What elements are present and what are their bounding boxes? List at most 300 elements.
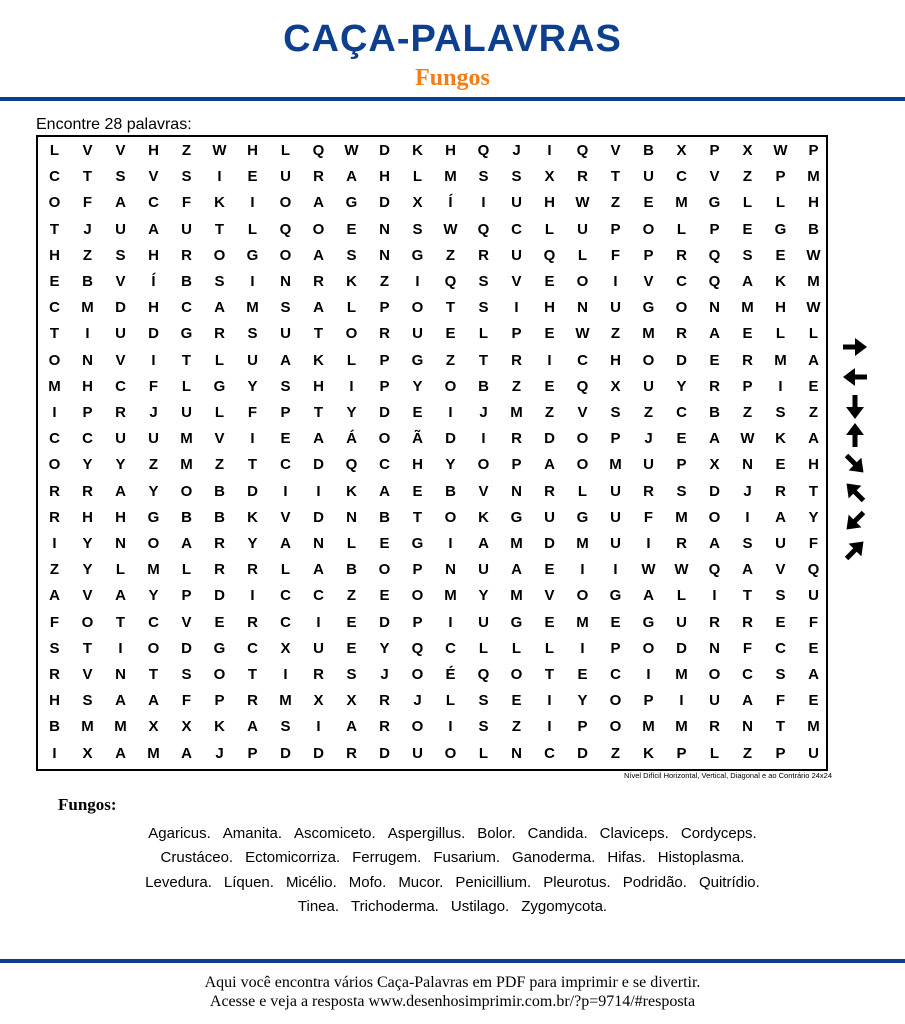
grid-letter[interactable]: Z — [181, 142, 192, 159]
grid-letter[interactable]: Y — [148, 482, 159, 500]
grid-letter[interactable]: R — [577, 168, 588, 186]
grid-letter[interactable]: B — [214, 482, 225, 500]
grid-letter[interactable]: U — [511, 194, 522, 212]
grid-letter[interactable]: D — [181, 639, 192, 657]
grid-letter[interactable]: A — [49, 587, 60, 605]
grid-letter[interactable]: L — [412, 168, 423, 186]
grid-letter[interactable]: X — [610, 377, 621, 395]
grid-letter[interactable]: Q — [708, 246, 721, 264]
grid-letter[interactable]: B — [379, 508, 390, 526]
grid-letter[interactable]: X — [676, 142, 687, 159]
grid-letter[interactable]: U — [610, 299, 621, 317]
grid-letter[interactable]: R — [544, 482, 555, 500]
grid-letter[interactable]: S — [181, 168, 192, 186]
grid-letter[interactable]: M — [246, 299, 259, 317]
grid-letter[interactable]: H — [808, 456, 819, 474]
grid-letter[interactable]: G — [345, 194, 358, 212]
grid-letter[interactable]: O — [378, 430, 391, 448]
grid-letter[interactable]: I — [316, 613, 321, 631]
grid-letter[interactable]: A — [313, 299, 324, 317]
grid-letter[interactable]: M — [81, 299, 94, 317]
grid-letter[interactable]: D — [379, 142, 390, 159]
grid-letter[interactable]: P — [379, 299, 390, 317]
grid-letter[interactable]: L — [676, 220, 687, 238]
grid-letter[interactable]: U — [610, 508, 621, 526]
grid-letter[interactable]: E — [775, 613, 786, 631]
grid-letter[interactable]: V — [214, 430, 225, 448]
grid-letter[interactable]: D — [676, 351, 687, 369]
grid-letter[interactable]: Y — [247, 535, 258, 552]
grid-letter[interactable]: C — [775, 639, 786, 657]
grid-letter[interactable]: R — [676, 535, 687, 552]
grid-letter[interactable]: F — [808, 613, 819, 631]
grid-letter[interactable]: L — [775, 194, 786, 212]
grid-letter[interactable]: Z — [742, 744, 753, 762]
grid-letter[interactable]: K — [313, 351, 324, 369]
grid-letter[interactable]: W — [443, 220, 458, 238]
grid-letter[interactable]: Y — [577, 692, 588, 710]
grid-letter[interactable]: M — [48, 377, 61, 395]
grid-letter[interactable]: P — [412, 561, 423, 579]
grid-letter[interactable]: Q — [345, 456, 358, 474]
grid-letter[interactable]: O — [180, 482, 193, 500]
grid-letter[interactable]: A — [511, 561, 522, 579]
grid-letter[interactable]: C — [676, 273, 687, 290]
grid-letter[interactable]: R — [49, 482, 60, 500]
grid-letter[interactable]: U — [610, 535, 621, 552]
grid-letter[interactable]: D — [313, 744, 324, 762]
grid-letter[interactable]: G — [708, 194, 721, 212]
grid-letter[interactable]: A — [709, 430, 720, 448]
grid-letter[interactable]: U — [643, 456, 654, 474]
grid-letter[interactable]: F — [82, 194, 93, 212]
grid-letter[interactable]: R — [247, 692, 258, 710]
grid-letter[interactable]: S — [775, 587, 786, 605]
grid-letter[interactable]: R — [214, 561, 225, 579]
grid-letter[interactable]: S — [478, 718, 489, 736]
grid-letter[interactable]: K — [412, 142, 423, 159]
grid-letter[interactable]: E — [808, 692, 819, 710]
grid-letter[interactable]: R — [115, 404, 126, 421]
grid-letter[interactable]: Y — [346, 404, 357, 421]
grid-letter[interactable]: P — [511, 456, 522, 474]
grid-letter[interactable]: L — [478, 744, 489, 762]
grid-letter[interactable]: R — [709, 613, 720, 631]
grid-letter[interactable]: N — [709, 639, 720, 657]
grid-letter[interactable]: R — [82, 482, 93, 500]
grid-letter[interactable]: T — [478, 351, 489, 369]
grid-letter[interactable]: D — [379, 613, 390, 631]
grid-letter[interactable]: A — [280, 351, 291, 369]
grid-letter[interactable]: O — [708, 508, 721, 526]
grid-letter[interactable]: C — [181, 299, 192, 317]
grid-letter[interactable]: B — [709, 404, 720, 421]
grid-letter[interactable]: G — [774, 220, 787, 238]
grid-letter[interactable]: T — [445, 299, 456, 317]
grid-letter[interactable]: O — [642, 220, 655, 238]
grid-letter[interactable]: L — [808, 325, 819, 343]
grid-letter[interactable]: V — [775, 561, 786, 579]
grid-letter[interactable]: G — [642, 299, 655, 317]
grid-letter[interactable]: R — [742, 351, 753, 369]
grid-letter[interactable]: M — [180, 456, 193, 474]
grid-letter[interactable]: L — [346, 351, 357, 369]
grid-letter[interactable]: E — [445, 325, 456, 343]
grid-letter[interactable]: I — [250, 194, 255, 212]
grid-letter[interactable]: B — [643, 142, 654, 159]
grid-letter[interactable]: A — [313, 561, 324, 579]
grid-letter[interactable]: H — [49, 246, 60, 264]
grid-letter[interactable]: R — [709, 377, 720, 395]
grid-letter[interactable]: O — [609, 718, 622, 736]
grid-letter[interactable]: O — [147, 535, 160, 552]
grid-letter[interactable]: H — [247, 142, 258, 159]
grid-letter[interactable]: N — [346, 508, 357, 526]
grid-letter[interactable]: L — [280, 142, 291, 159]
grid-letter[interactable]: E — [247, 168, 258, 186]
grid-letter[interactable]: F — [49, 613, 60, 631]
grid-letter[interactable]: D — [445, 430, 456, 448]
grid-letter[interactable]: S — [115, 246, 126, 264]
grid-letter[interactable]: O — [444, 377, 457, 395]
grid-letter[interactable]: F — [808, 535, 819, 552]
grid-letter[interactable]: C — [115, 377, 126, 395]
grid-letter[interactable]: B — [82, 273, 93, 290]
grid-letter[interactable]: E — [346, 613, 357, 631]
grid-letter[interactable]: Q — [411, 639, 424, 657]
grid-letter[interactable]: T — [742, 587, 753, 605]
grid-letter[interactable]: L — [181, 561, 192, 579]
grid-letter[interactable]: S — [412, 220, 423, 238]
grid-letter[interactable]: I — [52, 535, 57, 552]
grid-letter[interactable]: V — [115, 351, 126, 369]
grid-letter[interactable]: T — [115, 613, 126, 631]
grid-letter[interactable]: R — [643, 482, 654, 500]
grid-letter[interactable]: O — [48, 351, 61, 369]
grid-letter[interactable]: L — [346, 535, 357, 552]
grid-letter[interactable]: J — [83, 220, 92, 238]
grid-letter[interactable]: A — [247, 718, 258, 736]
grid-letter[interactable]: I — [85, 325, 90, 343]
grid-letter[interactable]: C — [49, 430, 60, 448]
grid-letter[interactable]: V — [544, 587, 555, 605]
grid-letter[interactable]: I — [250, 430, 255, 448]
grid-letter[interactable]: U — [115, 220, 126, 238]
grid-letter[interactable]: A — [115, 194, 126, 212]
grid-letter[interactable]: A — [148, 220, 159, 238]
grid-letter[interactable]: A — [709, 535, 720, 552]
grid-letter[interactable]: R — [676, 246, 687, 264]
grid-letter[interactable]: A — [115, 587, 126, 605]
grid-letter[interactable]: Z — [610, 194, 621, 212]
grid-letter[interactable]: V — [115, 142, 126, 159]
grid-letter[interactable]: H — [148, 246, 159, 264]
grid-letter[interactable]: C — [676, 404, 687, 421]
grid-letter[interactable]: S — [775, 666, 786, 683]
grid-letter[interactable]: P — [709, 220, 720, 238]
grid-letter[interactable]: L — [181, 377, 192, 395]
grid-letter[interactable]: O — [444, 744, 457, 762]
grid-letter[interactable]: T — [412, 508, 423, 526]
grid-letter[interactable]: H — [115, 508, 126, 526]
grid-letter[interactable]: F — [775, 692, 786, 710]
grid-letter[interactable]: G — [411, 351, 424, 369]
grid-letter[interactable]: S — [115, 168, 126, 186]
grid-letter[interactable]: G — [411, 535, 424, 552]
grid-letter[interactable]: E — [346, 220, 357, 238]
grid-letter[interactable]: Z — [82, 246, 93, 264]
grid-letter[interactable]: H — [610, 351, 621, 369]
grid-letter[interactable]: R — [511, 351, 522, 369]
grid-letter[interactable]: M — [180, 430, 193, 448]
grid-letter[interactable]: Y — [445, 456, 456, 474]
grid-letter[interactable]: C — [577, 351, 588, 369]
grid-letter[interactable]: B — [445, 482, 456, 500]
grid-letter[interactable]: N — [445, 561, 456, 579]
grid-letter[interactable]: P — [676, 456, 687, 474]
grid-letter[interactable]: R — [742, 613, 753, 631]
grid-letter[interactable]: M — [642, 325, 655, 343]
grid-letter[interactable]: J — [512, 142, 521, 159]
grid-letter[interactable]: W — [806, 299, 821, 317]
grid-letter[interactable]: W — [641, 561, 656, 579]
grid-letter[interactable]: T — [544, 666, 555, 683]
grid-letter[interactable]: L — [445, 692, 456, 710]
grid-letter[interactable]: P — [610, 430, 621, 448]
grid-letter[interactable]: S — [610, 404, 621, 421]
grid-letter[interactable]: U — [280, 325, 291, 343]
grid-letter[interactable]: M — [114, 718, 127, 736]
grid-letter[interactable]: E — [49, 273, 60, 290]
grid-letter[interactable]: Q — [576, 142, 589, 159]
grid-letter[interactable]: I — [448, 613, 453, 631]
grid-letter[interactable]: D — [379, 404, 390, 421]
grid-letter[interactable]: G — [147, 508, 160, 526]
grid-letter[interactable]: N — [511, 744, 522, 762]
grid-letter[interactable]: U — [577, 220, 588, 238]
grid-letter[interactable]: U — [313, 639, 324, 657]
grid-letter[interactable]: T — [49, 220, 60, 238]
grid-letter[interactable]: T — [49, 325, 60, 343]
grid-letter[interactable]: L — [214, 351, 225, 369]
grid-letter[interactable]: D — [247, 482, 258, 500]
grid-letter[interactable]: O — [576, 273, 589, 290]
grid-letter[interactable]: U — [412, 744, 423, 762]
grid-letter[interactable]: Z — [346, 587, 357, 605]
grid-letter[interactable]: O — [642, 351, 655, 369]
grid-letter[interactable]: I — [646, 666, 651, 683]
grid-letter[interactable]: U — [775, 535, 786, 552]
grid-letter[interactable]: K — [214, 194, 225, 212]
grid-letter[interactable]: L — [544, 220, 555, 238]
grid-letter[interactable]: N — [742, 456, 753, 474]
grid-letter[interactable]: U — [247, 351, 258, 369]
grid-letter[interactable]: S — [214, 273, 225, 290]
grid-letter[interactable]: S — [742, 535, 753, 552]
grid-letter[interactable]: G — [510, 613, 523, 631]
grid-letter[interactable]: H — [544, 194, 555, 212]
grid-letter[interactable]: Q — [279, 220, 292, 238]
grid-letter[interactable]: Q — [477, 142, 490, 159]
grid-letter[interactable]: Q — [312, 142, 325, 159]
grid-letter[interactable]: W — [740, 430, 755, 448]
grid-letter[interactable]: L — [115, 561, 126, 579]
grid-letter[interactable]: X — [412, 194, 423, 212]
grid-letter[interactable]: V — [643, 273, 654, 290]
grid-letter[interactable]: W — [575, 325, 590, 343]
grid-letter[interactable]: J — [413, 692, 422, 710]
grid-letter[interactable]: O — [576, 587, 589, 605]
grid-letter[interactable]: A — [346, 168, 357, 186]
grid-letter[interactable]: P — [808, 142, 819, 159]
grid-letter[interactable]: U — [115, 325, 126, 343]
grid-letter[interactable]: I — [514, 299, 519, 317]
grid-letter[interactable]: O — [576, 430, 589, 448]
grid-letter[interactable]: M — [774, 351, 787, 369]
grid-letter[interactable]: U — [643, 168, 654, 186]
grid-letter[interactable]: A — [313, 246, 324, 264]
grid-letter[interactable]: I — [151, 351, 156, 369]
grid-letter[interactable]: F — [643, 508, 654, 526]
grid-letter[interactable]: H — [412, 456, 423, 474]
grid-letter[interactable]: U — [808, 744, 819, 762]
grid-letter[interactable]: I — [712, 587, 717, 605]
grid-letter[interactable]: A — [115, 692, 126, 710]
grid-letter[interactable]: N — [709, 299, 720, 317]
grid-letter[interactable]: X — [313, 692, 324, 710]
grid-letter[interactable]: E — [412, 482, 423, 500]
grid-letter[interactable]: E — [412, 404, 423, 421]
grid-letter[interactable]: H — [313, 377, 324, 395]
grid-letter[interactable]: Q — [444, 273, 457, 290]
grid-letter[interactable]: D — [148, 325, 159, 343]
grid-letter[interactable]: U — [181, 220, 192, 238]
grid-letter[interactable]: V — [577, 404, 588, 421]
grid-letter[interactable]: X — [82, 744, 93, 762]
grid-letter[interactable]: T — [247, 666, 258, 683]
grid-letter[interactable]: D — [676, 639, 687, 657]
grid-letter[interactable]: U — [115, 430, 126, 448]
grid-letter[interactable]: I — [448, 535, 453, 552]
grid-letter[interactable]: I — [778, 377, 783, 395]
grid-letter[interactable]: A — [544, 456, 555, 474]
grid-letter[interactable]: W — [806, 246, 821, 264]
grid-letter[interactable]: V — [610, 142, 621, 159]
grid-letter[interactable]: M — [510, 535, 523, 552]
grid-letter[interactable]: I — [316, 482, 321, 500]
grid-letter[interactable]: O — [345, 325, 358, 343]
grid-letter[interactable]: N — [379, 246, 390, 264]
grid-letter[interactable]: G — [576, 508, 589, 526]
grid-letter[interactable]: L — [478, 639, 489, 657]
grid-letter[interactable]: C — [49, 299, 60, 317]
grid-letter[interactable]: T — [82, 639, 93, 657]
grid-letter[interactable]: Z — [511, 718, 522, 736]
grid-letter[interactable]: E — [676, 430, 687, 448]
grid-letter[interactable]: I — [547, 718, 552, 736]
grid-letter[interactable]: G — [213, 639, 226, 657]
grid-letter[interactable]: M — [741, 299, 754, 317]
grid-letter[interactable]: O — [279, 194, 292, 212]
grid-letter[interactable]: R — [709, 718, 720, 736]
grid-letter[interactable]: I — [547, 351, 552, 369]
grid-letter[interactable]: M — [147, 561, 160, 579]
grid-letter[interactable]: Q — [807, 561, 820, 579]
grid-letter[interactable]: Z — [445, 246, 456, 264]
grid-letter[interactable]: A — [742, 273, 753, 290]
grid-letter[interactable]: X — [148, 718, 159, 736]
grid-letter[interactable]: C — [610, 666, 621, 683]
grid-letter[interactable]: Y — [148, 587, 159, 605]
grid-letter[interactable]: Y — [82, 456, 93, 474]
grid-letter[interactable]: P — [775, 744, 786, 762]
grid-letter[interactable]: A — [148, 692, 159, 710]
grid-letter[interactable]: L — [280, 561, 291, 579]
grid-letter[interactable]: D — [544, 535, 555, 552]
grid-letter[interactable]: I — [283, 482, 288, 500]
grid-letter[interactable]: U — [280, 168, 291, 186]
grid-letter[interactable]: T — [82, 168, 93, 186]
grid-letter[interactable]: V — [115, 273, 126, 290]
grid-letter[interactable]: O — [312, 220, 325, 238]
grid-letter[interactable]: M — [807, 168, 820, 186]
grid-letter[interactable]: E — [709, 351, 720, 369]
grid-letter[interactable]: H — [148, 142, 159, 159]
grid-letter[interactable]: R — [247, 613, 258, 631]
grid-letter[interactable]: N — [82, 351, 93, 369]
grid-letter[interactable]: E — [544, 561, 555, 579]
grid-letter[interactable]: T — [247, 456, 258, 474]
grid-letter[interactable]: G — [213, 377, 226, 395]
grid-letter[interactable]: E — [775, 246, 786, 264]
grid-letter[interactable]: P — [775, 168, 786, 186]
grid-letter[interactable]: W — [773, 142, 788, 159]
grid-letter[interactable]: A — [181, 744, 192, 762]
grid-letter[interactable]: A — [775, 508, 786, 526]
grid-letter[interactable]: L — [478, 325, 489, 343]
grid-letter[interactable]: R — [379, 692, 390, 710]
grid-letter[interactable]: E — [214, 613, 225, 631]
grid-letter[interactable]: C — [280, 456, 291, 474]
grid-letter[interactable]: R — [478, 246, 489, 264]
grid-letter[interactable]: E — [742, 220, 753, 238]
grid-letter[interactable]: U — [511, 246, 522, 264]
grid-letter[interactable]: U — [709, 692, 720, 710]
grid-letter[interactable]: X — [181, 718, 192, 736]
grid-letter[interactable]: I — [448, 404, 453, 421]
grid-letter[interactable]: S — [247, 325, 258, 343]
grid-letter[interactable]: Y — [82, 535, 93, 552]
grid-letter[interactable]: M — [807, 273, 820, 290]
grid-letter[interactable]: A — [346, 718, 357, 736]
grid-letter[interactable]: P — [280, 404, 291, 421]
grid-letter[interactable]: B — [181, 508, 192, 526]
grid-letter[interactable]: Í — [151, 273, 156, 290]
grid-letter[interactable]: A — [478, 535, 489, 552]
grid-letter[interactable]: L — [775, 325, 786, 343]
grid-letter[interactable]: S — [346, 246, 357, 264]
grid-letter[interactable]: B — [808, 220, 819, 238]
grid-letter[interactable]: Z — [544, 404, 555, 421]
grid-letter[interactable]: A — [709, 325, 720, 343]
grid-letter[interactable]: J — [380, 666, 389, 683]
grid-letter[interactable]: Z — [643, 404, 654, 421]
grid-letter[interactable]: B — [214, 508, 225, 526]
grid-letter[interactable]: I — [481, 194, 486, 212]
grid-letter[interactable]: I — [646, 535, 651, 552]
grid-letter[interactable]: Z — [610, 325, 621, 343]
grid-letter[interactable]: E — [544, 377, 555, 395]
